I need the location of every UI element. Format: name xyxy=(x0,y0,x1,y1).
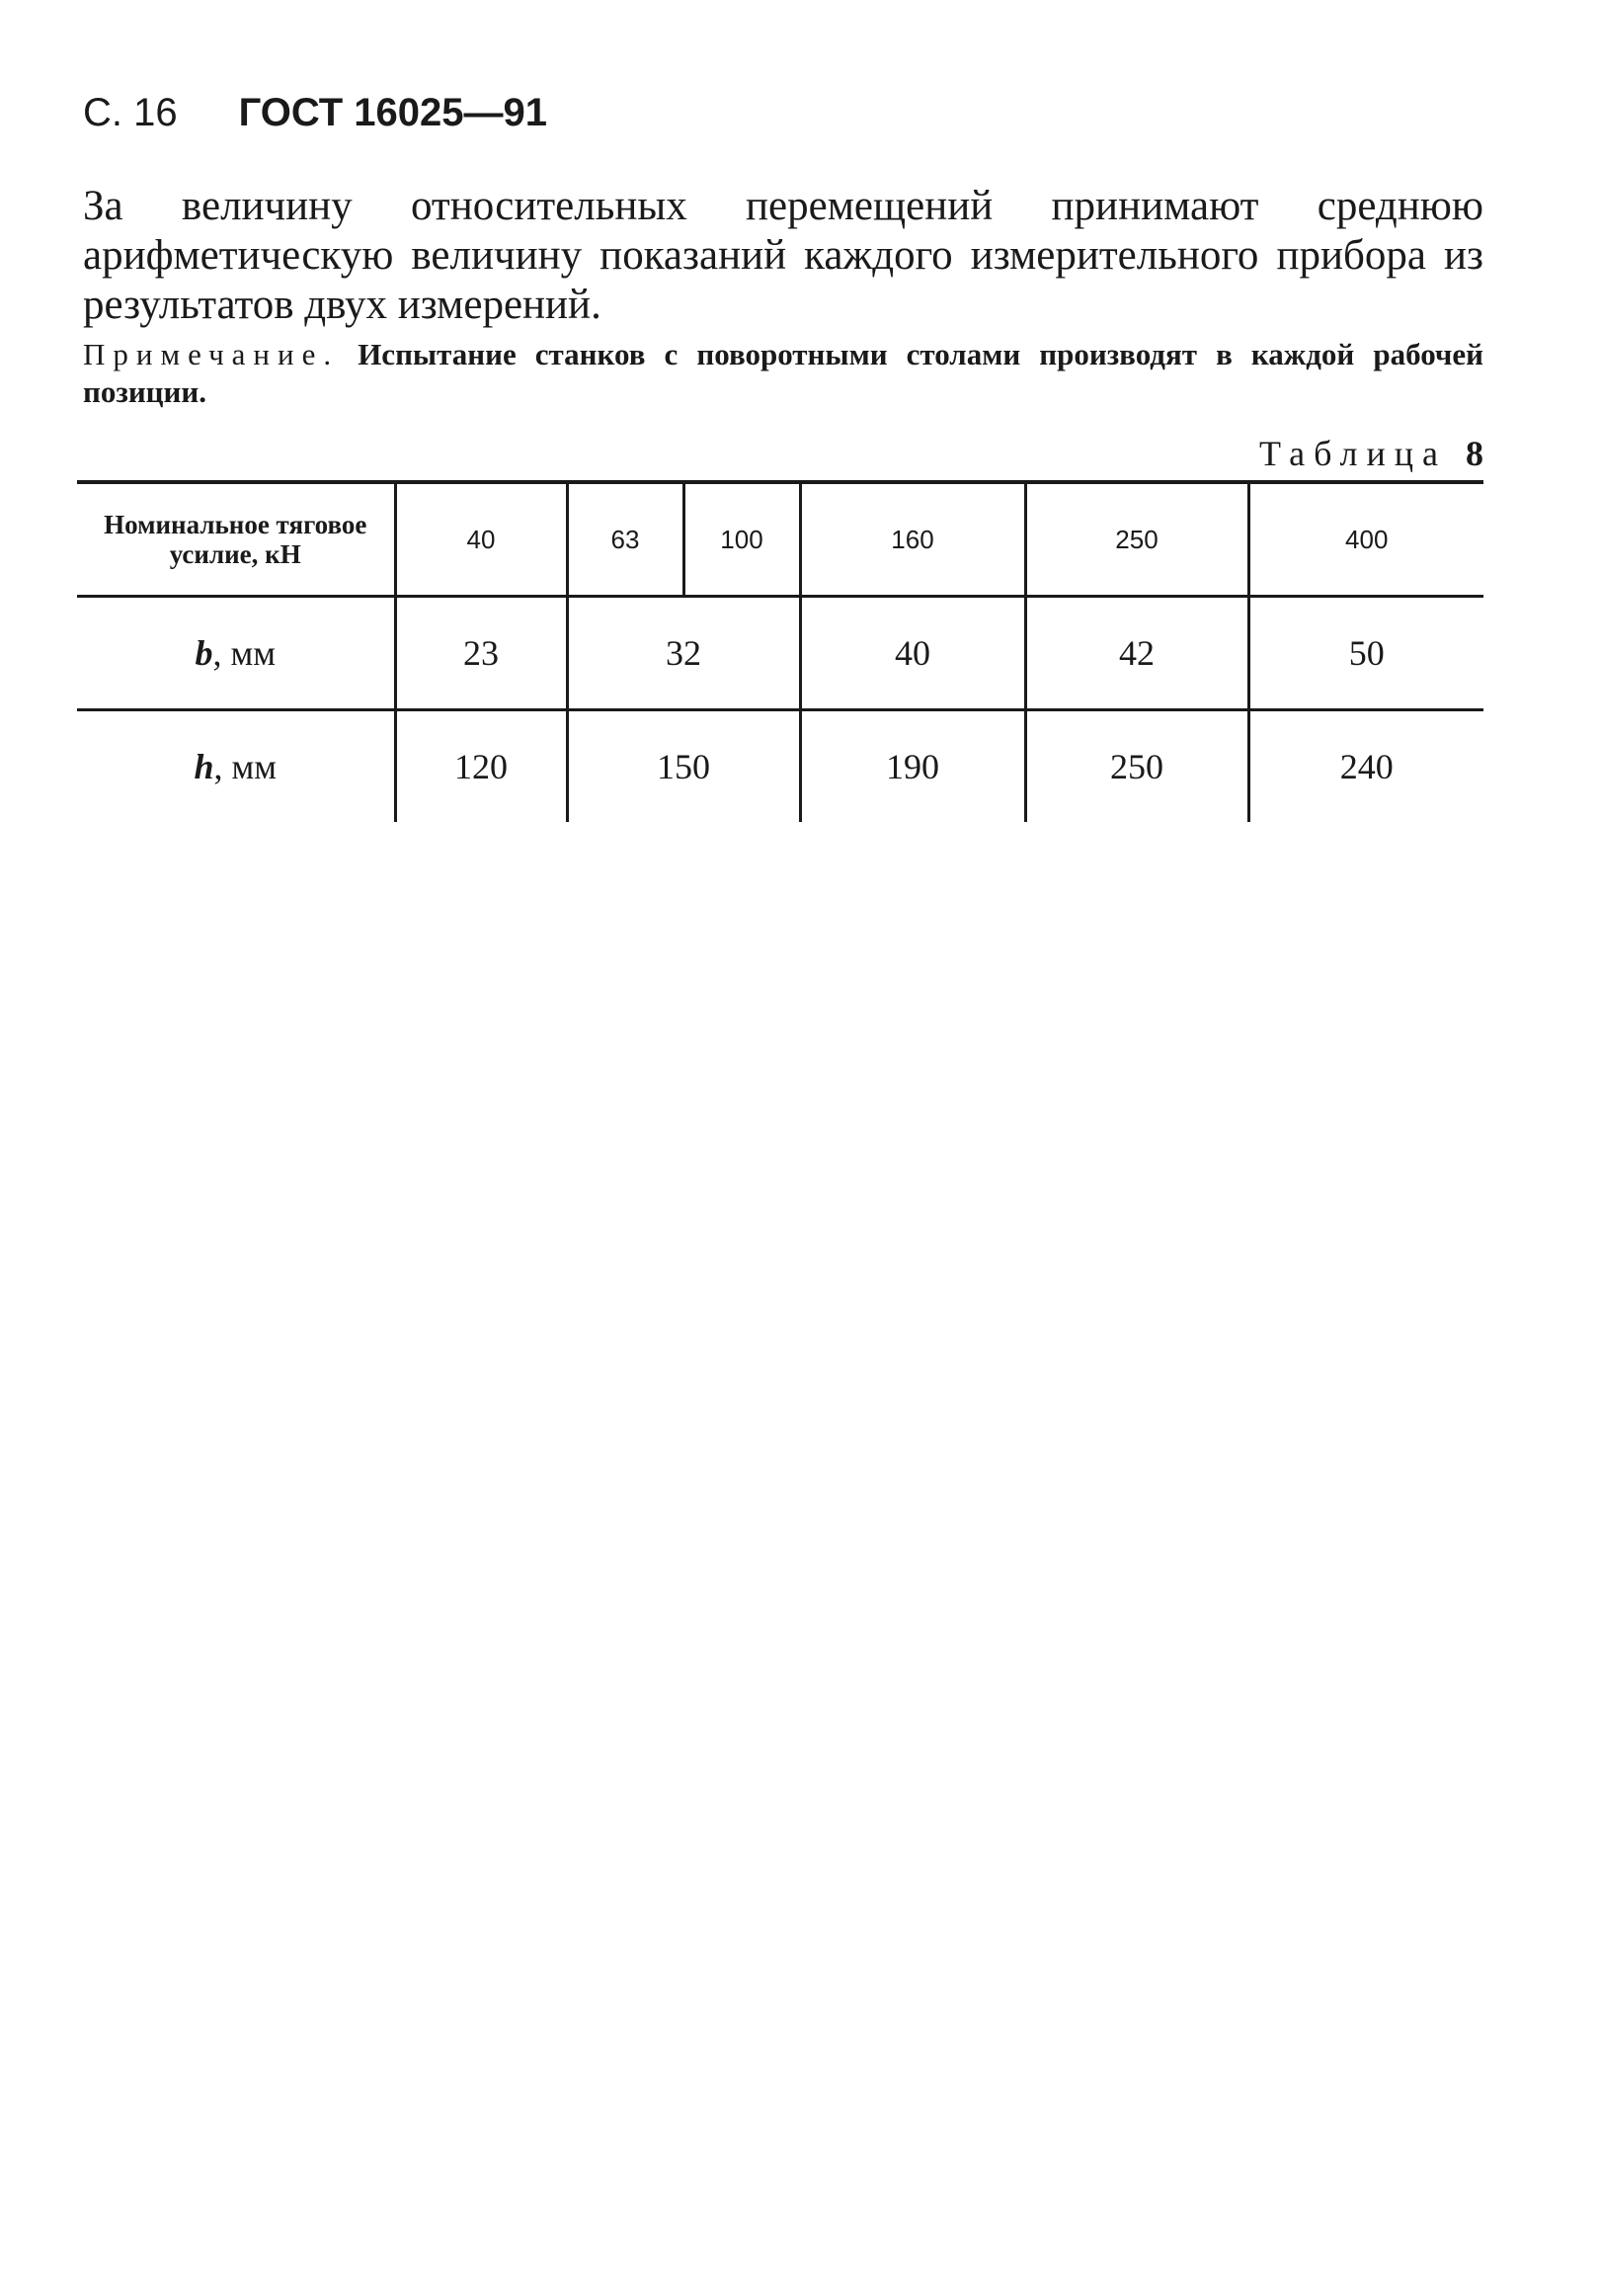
table-cell: 250 xyxy=(1025,710,1248,823)
table-cell: 23 xyxy=(395,597,567,710)
table-cell: 50 xyxy=(1248,597,1483,710)
note-text: Испытание станков с поворотными столами производят в каждой рабочей позиции. xyxy=(83,337,1483,409)
table-header-cell: 160 xyxy=(800,482,1025,597)
note-label: Примечание. xyxy=(83,337,340,371)
table-cell: 240 xyxy=(1248,710,1483,823)
table-header-cell: 63 xyxy=(567,482,683,597)
table-row-label xyxy=(77,597,395,710)
body-paragraph: За величину относительных перемещений принимают среднюю арифметическую величину показаний каждого измерительного прибора из результатов двух измерений. xyxy=(83,183,1483,328)
table-header-cell: 400 xyxy=(1248,482,1483,597)
row-variable: h xyxy=(194,747,214,786)
table-caption xyxy=(1259,433,1483,474)
table-caption-number: 8 xyxy=(1466,434,1483,473)
page-number: С. 16 xyxy=(83,91,178,134)
table-header-cell: 250 xyxy=(1025,482,1248,597)
table-cell: 190 xyxy=(800,710,1025,823)
table-cell: 32 xyxy=(567,597,800,710)
table-row xyxy=(77,710,1483,823)
document-code: ГОСТ 16025—91 xyxy=(238,91,548,134)
table-cell: 150 xyxy=(567,710,800,823)
row-unit: , мм xyxy=(213,747,278,786)
table-header-cell: 40 xyxy=(395,482,567,597)
table-cell: 42 xyxy=(1025,597,1248,710)
row-variable: b xyxy=(195,633,213,673)
table-header-label: Номинальное тяговое усилие, кН xyxy=(77,482,395,597)
table-caption-word: Таблица xyxy=(1259,434,1447,473)
table-cell: 40 xyxy=(800,597,1025,710)
table-header-cell: 100 xyxy=(683,482,800,597)
note-paragraph xyxy=(83,336,1483,411)
page-header xyxy=(83,89,547,135)
table-cell: 120 xyxy=(395,710,567,823)
row-unit: , мм xyxy=(212,633,277,673)
data-table xyxy=(77,480,1483,822)
table-row xyxy=(77,597,1483,710)
table-header-row xyxy=(77,482,1483,597)
table-row-label xyxy=(77,710,395,823)
